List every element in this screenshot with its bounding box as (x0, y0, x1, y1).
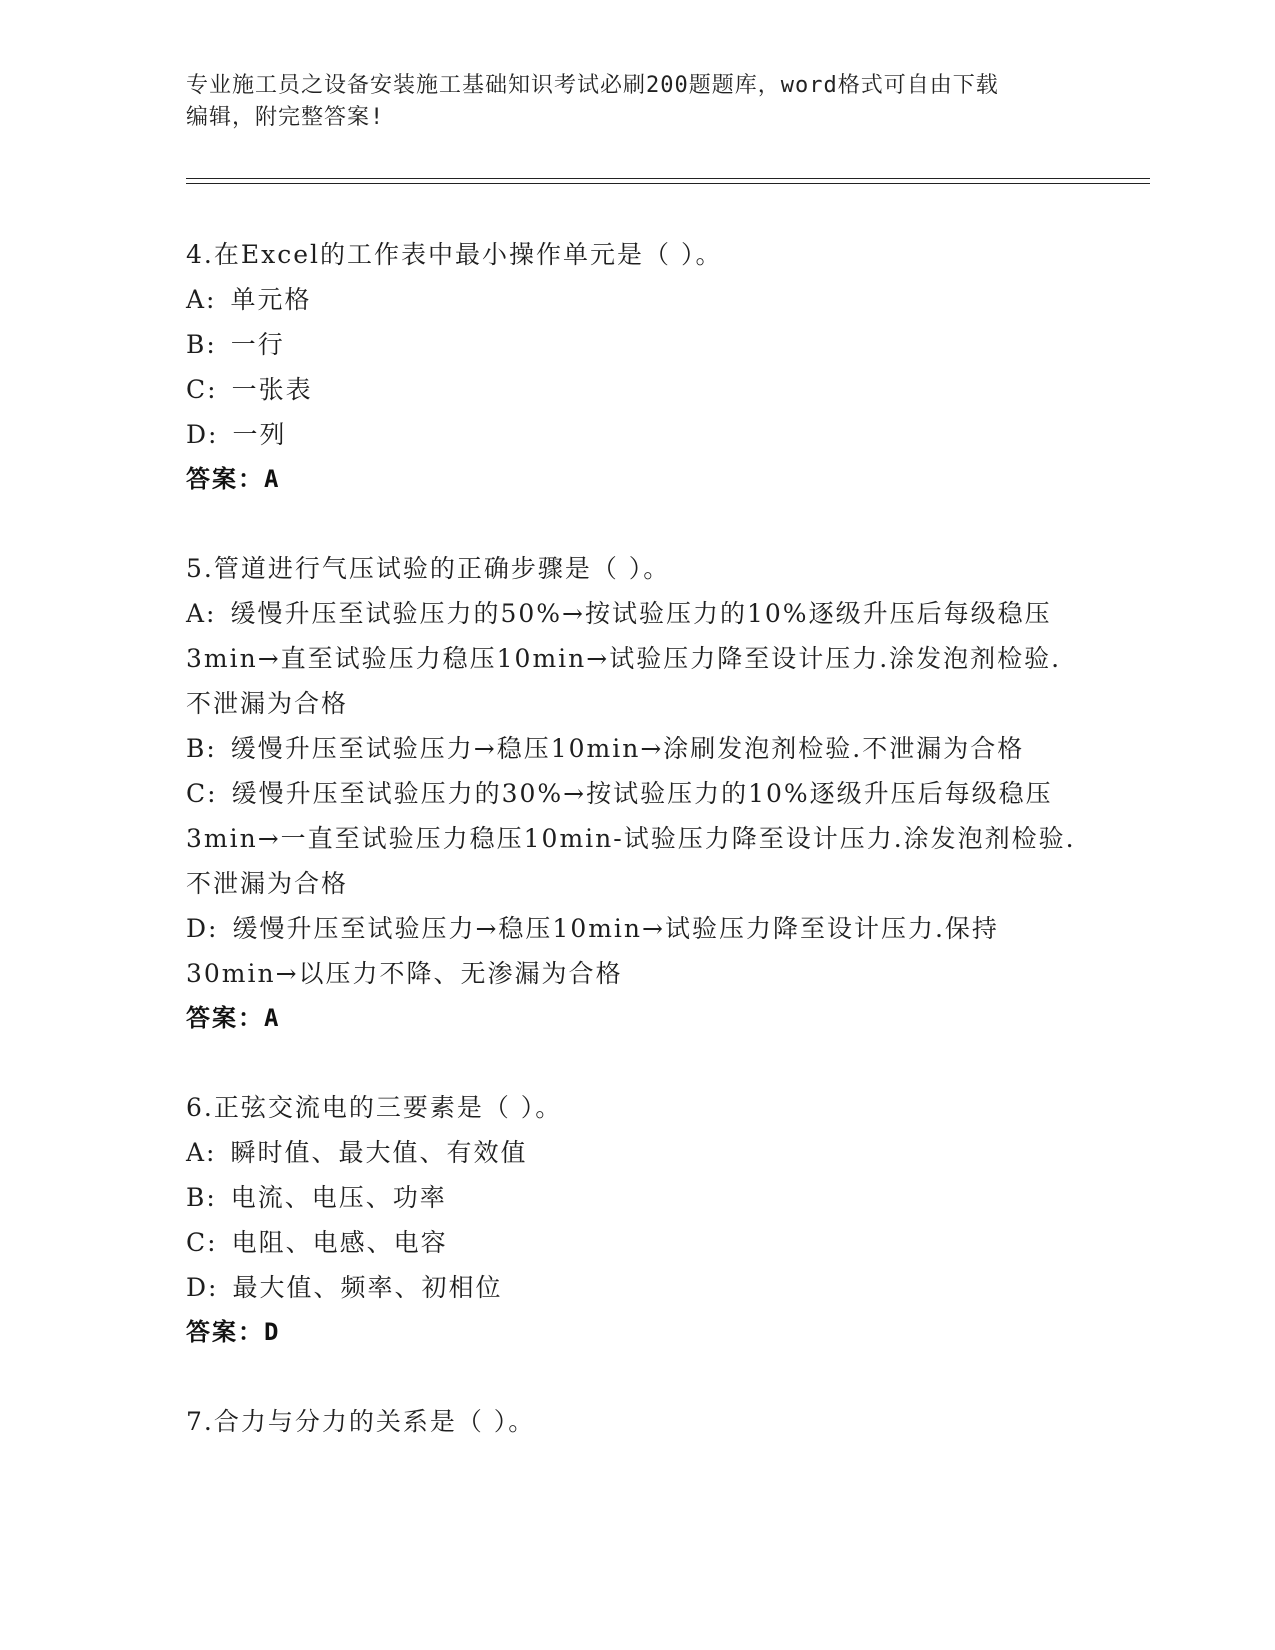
option-b (186, 322, 1086, 367)
option-text: 一列 (232, 420, 287, 449)
option-text: 瞬时值、最大值、有效值 (230, 1138, 528, 1167)
option-key: A: (186, 1138, 217, 1167)
option-c (186, 1220, 1086, 1265)
option-text: 一张表 (231, 375, 313, 404)
option-key: A: (186, 599, 217, 628)
question-4 (186, 232, 1086, 502)
answer-line: 答案：D (186, 1318, 281, 1346)
option-c (186, 771, 1086, 906)
question-stem: 7.合力与分力的关系是（ ）。 (186, 1407, 536, 1436)
question-list (186, 232, 1086, 1488)
header-divider-top (186, 178, 1150, 179)
option-a (186, 277, 1086, 322)
header-line-2: 编辑，附完整答案! (186, 105, 385, 130)
option-key: B: (186, 330, 217, 359)
option-text: 电阻、电感、电容 (231, 1228, 448, 1257)
question-7 (186, 1399, 1086, 1444)
option-d (186, 1265, 1086, 1310)
option-key: B: (186, 1183, 217, 1212)
option-b (186, 726, 1086, 771)
option-key: C: (186, 375, 218, 404)
option-text: 缓慢升压至试验压力的30%→按试验压力的10%逐级升压后每级稳压3min→一直至试验压力稳压10min-试验压力降至设计压力.涂发泡剂检验.不泄漏为合格 (186, 779, 1076, 898)
question-stem: 5.管道进行气压试验的正确步骤是（ ）。 (186, 554, 671, 583)
option-d (186, 906, 1086, 996)
question-stem: 6.正弦交流电的三要素是（ ）。 (186, 1093, 563, 1122)
answer-line: 答案：A (186, 465, 281, 493)
answer-line: 答案：A (186, 1004, 281, 1032)
option-key: A: (186, 285, 217, 314)
header-divider-bottom (186, 183, 1150, 184)
option-c (186, 367, 1086, 412)
option-text: 最大值、频率、初相位 (232, 1273, 503, 1302)
option-b (186, 1175, 1086, 1220)
option-a (186, 591, 1086, 726)
option-key: C: (186, 1228, 218, 1257)
option-d (186, 412, 1086, 457)
option-text: 缓慢升压至试验压力的50%→按试验压力的10%逐级升压后每级稳压3min→直至试验压力稳压10min→试验压力降至设计压力.涂发泡剂检验.不泄漏为合格 (186, 599, 1062, 718)
option-text: 缓慢升压至试验压力→稳压10min→涂刷发泡剂检验.不泄漏为合格 (230, 734, 1025, 763)
option-text: 缓慢升压至试验压力→稳压10min→试验压力降至设计压力.保持30min→以压力不降、无渗漏为合格 (186, 914, 999, 988)
header-line-1: 专业施工员之设备安装施工基础知识考试必刷200题题库，word格式可自由下载 (186, 73, 999, 98)
option-text: 电流、电压、功率 (230, 1183, 447, 1212)
option-text: 一行 (230, 330, 285, 359)
option-key: D: (186, 1273, 219, 1302)
option-key: D: (186, 914, 219, 943)
question-stem: 4.在Excel的工作表中最小操作单元是（ ）。 (186, 240, 723, 269)
option-key: D: (186, 420, 219, 449)
option-a (186, 1130, 1086, 1175)
question-5 (186, 546, 1086, 1041)
question-6 (186, 1085, 1086, 1355)
option-key: C: (186, 779, 218, 808)
option-text: 单元格 (230, 285, 312, 314)
option-key: B: (186, 734, 217, 763)
document-header (186, 70, 1066, 134)
